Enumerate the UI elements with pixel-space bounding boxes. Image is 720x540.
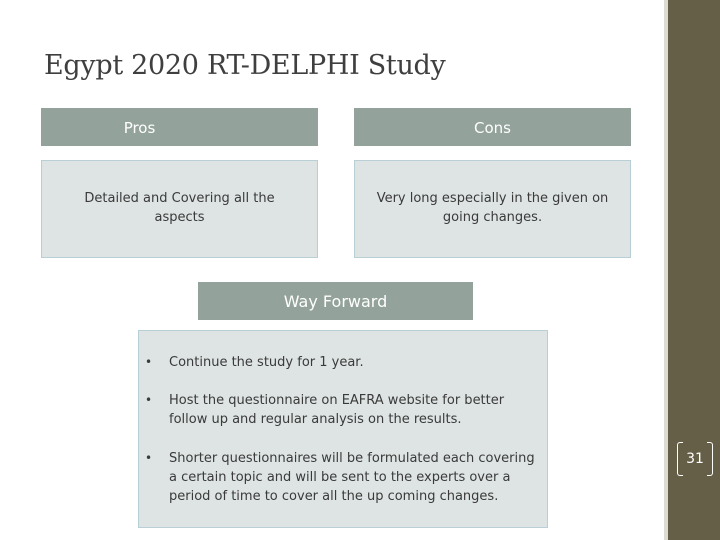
bracket-right-icon (707, 442, 713, 476)
bullet-icon: • (145, 355, 153, 369)
bullet-icon: • (145, 451, 153, 465)
page-number-label: 31 (686, 451, 704, 467)
cons-body (354, 160, 631, 258)
way-forward-header-label: Way Forward (283, 292, 388, 311)
list-item-text: Host the questionnaire on EAFRA website for better follow up and regular analysis on the results. (169, 393, 505, 427)
slide-title: Egypt 2020 RT-DELPHI Study (44, 50, 446, 81)
cons-header (354, 108, 631, 146)
page-number (677, 440, 713, 480)
cons-body-text: Very long especially in the given on going changes. (376, 191, 609, 225)
list-item-text: Shorter questionnaires will be formulated each covering a certain topic and will be sent to the experts over a period of time to cover all the up coming changes. (169, 451, 535, 504)
pros-header (41, 108, 318, 146)
bullet-icon: • (145, 393, 153, 407)
way-forward-body (138, 330, 548, 528)
pros-body (41, 160, 318, 258)
way-forward-header (198, 282, 473, 320)
list-item-text: Continue the study for 1 year. (169, 355, 364, 370)
pros-header-label: Pros (123, 119, 156, 137)
pros-body-text: Detailed and Covering all the aspects (84, 191, 275, 225)
cons-header-label: Cons (474, 119, 511, 137)
